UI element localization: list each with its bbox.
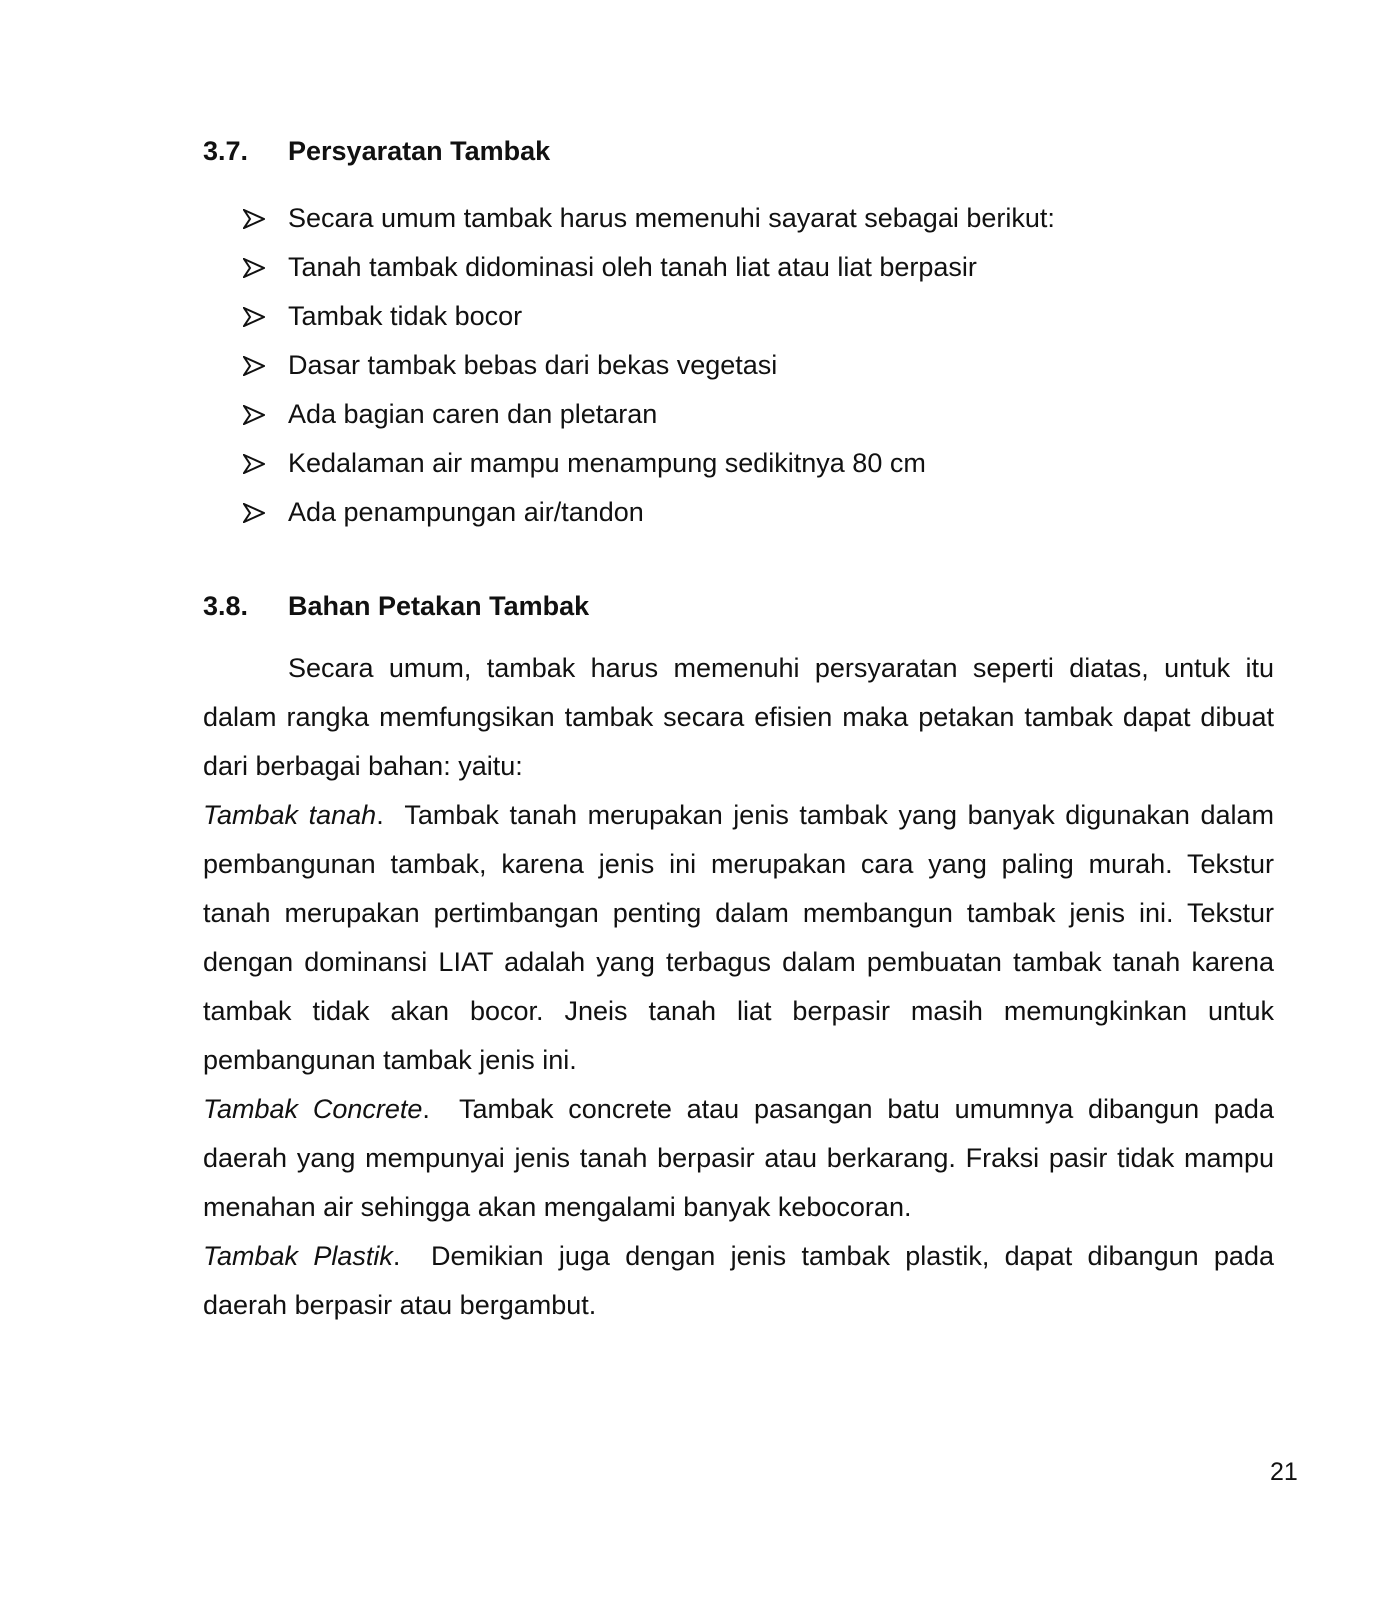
list-item (243, 194, 1055, 243)
arrowhead-bullet-icon (243, 258, 265, 278)
paragraph-tambak-tanah: Tambak tanah. Tambak tanah merupakan jenis tambak yang banyak digunakan dalam pembangunan tambak, karena jenis ini merupakan cara yang paling murah. Tekstur tanah merupakan pertimbangan penting dalam membangun tambak jenis ini. Tekstur dengan dominansi LIAT adalah yang terbagus dalam pembuatan tambak tanah karena tambak tidak akan bocor. Jneis tanah liat berpasir masih memungkinkan untuk pembangunan tambak jenis ini. (203, 800, 1274, 1075)
list-item-text: Kedalaman air mampu menampung sedikitnya 80 cm (288, 448, 926, 478)
list-item-text: Secara umum tambak harus memenuhi sayarat sebagai berikut: (288, 203, 1055, 233)
section-title: Persyaratan Tambak (288, 136, 551, 166)
list-item-text: Tanah tambak didominasi oleh tanah liat atau liat berpasir (288, 252, 977, 282)
requirements-list (243, 194, 1055, 537)
paragraph-tambak-concrete: Tambak Concrete. Tambak concrete atau pasangan batu umumnya dibangun pada daerah yang mempunyai jenis tanah berpasir atau berkarang. Fraksi pasir tidak mampu menahan air sehingga akan mengalami banyak kebocoran. (203, 1094, 1274, 1222)
section-3-8-body (203, 644, 1274, 1330)
arrowhead-bullet-icon (243, 209, 265, 229)
list-item (243, 390, 1055, 439)
section-number: 3.7. (203, 136, 249, 166)
list-item (243, 439, 1055, 488)
arrowhead-bullet-icon (243, 503, 265, 523)
list-item (243, 243, 1055, 292)
list-item-text: Ada penampungan air/tandon (288, 497, 644, 527)
list-item (243, 488, 1055, 537)
page-number: 21 (1270, 1458, 1298, 1486)
list-item-text: Ada bagian caren dan pletaran (288, 399, 658, 429)
term-label: Tambak Concrete (203, 1094, 423, 1124)
list-item-text: Dasar tambak bebas dari bekas vegetasi (288, 350, 778, 380)
section-heading-3-8 (203, 589, 589, 623)
section-number: 3.8. (203, 591, 249, 621)
arrowhead-bullet-icon (243, 454, 265, 474)
section-heading-3-7 (203, 134, 550, 168)
arrowhead-bullet-icon (243, 307, 265, 327)
arrowhead-bullet-icon (243, 405, 265, 425)
list-item (243, 341, 1055, 390)
arrowhead-bullet-icon (243, 356, 265, 376)
paragraph-text: Tambak tanah merupakan jenis tambak yang banyak digunakan dalam pembangunan tambak, karena jenis ini merupakan cara yang paling murah. Tekstur tanah merupakan pertimbangan penting dalam membangun tambak jenis ini. Tekstur dengan dominansi LIAT adalah yang terbagus dalam pembuatan tambak tanah karena tambak tidak akan bocor. Jneis tanah liat berpasir masih memungkinkan untuk pembangunan tambak jenis ini. (203, 800, 1274, 1075)
section-title: Bahan Petakan Tambak (288, 591, 590, 621)
intro-paragraph: Secara umum, tambak harus memenuhi persyaratan seperti diatas, untuk itu dalam rangka memfungsikan tambak secara efisien maka petakan tambak dapat dibuat dari berbagai bahan: yaitu: (203, 653, 1274, 781)
paragraph-text: Demikian juga dengan jenis tambak plastik, dapat dibangun pada daerah berpasir atau bergambut. (203, 1241, 1274, 1320)
term-label: Tambak Plastik (203, 1241, 393, 1271)
paragraph-tambak-plastik: Tambak Plastik. Demikian juga dengan jenis tambak plastik, dapat dibangun pada daerah berpasir atau bergambut. (203, 1241, 1274, 1320)
paragraph-text: Tambak concrete atau pasangan batu umumnya dibangun pada daerah yang mempunyai jenis tanah berpasir atau berkarang. Fraksi pasir tidak mampu menahan air sehingga akan mengalami banyak kebocoran. (203, 1094, 1274, 1222)
list-item (243, 292, 1055, 341)
term-label: Tambak tanah (203, 800, 377, 830)
list-item-text: Tambak tidak bocor (288, 301, 523, 331)
